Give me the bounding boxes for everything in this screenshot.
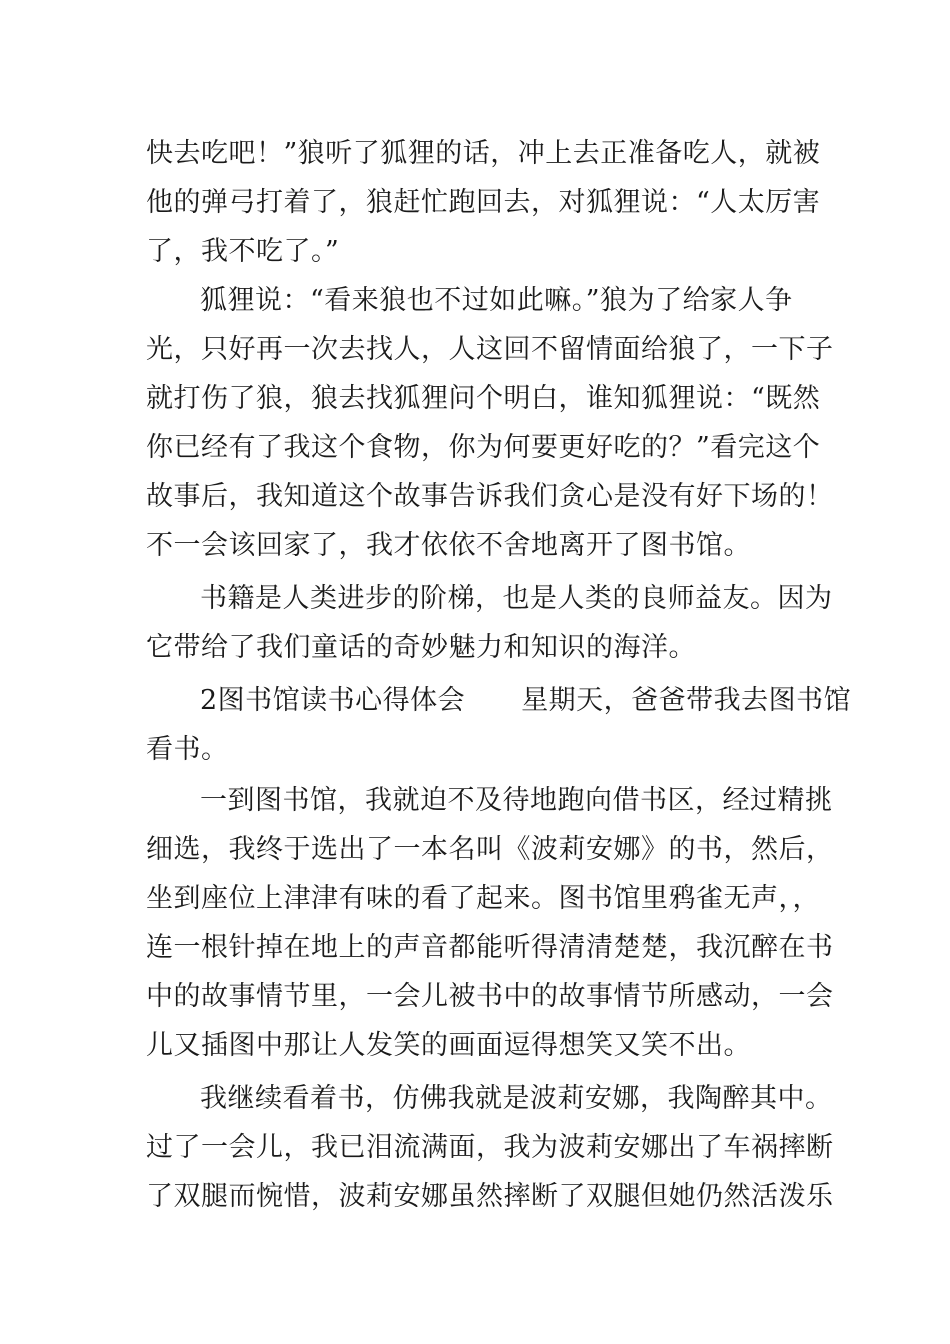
text-line: 中的故事情节里，一会儿被书中的故事情节所感动，一会 — [146, 981, 834, 1012]
text-line: 细选，我终于选出了一本名叫《波莉安娜》的书，然后， — [146, 834, 834, 865]
text-line: 他的弹弓打着了，狼赶忙跑回去，对狐狸说：“人太厉害 — [146, 187, 821, 218]
paragraph-first-line: 书籍是人类进步的阶梯，也是人类的良师益友。因为 — [200, 583, 833, 614]
text-line: 光，只好再一次去找人，人这回不留情面给狼了，一下子 — [146, 334, 834, 365]
text-line: 坐到座位上津津有味的看了起来。图书馆里鸦雀无声，， — [146, 883, 820, 914]
section-heading-line — [200, 679, 852, 723]
paragraph-first-line: 我继续看着书，仿佛我就是波莉安娜，我陶醉其中。 — [200, 1083, 833, 1114]
text-line: 了双腿而惋惜，波莉安娜虽然摔断了双腿但她仍然活泼乐 — [146, 1181, 834, 1212]
text-line: 看书。 — [146, 734, 229, 765]
text-line: 连一根针掉在地上的声音都能听得清清楚楚，我沉醉在书 — [146, 932, 834, 963]
section-heading: 2图书馆读书心得体会 — [200, 685, 466, 716]
text-line: 过了一会儿，我已泪流满面，我为波莉安娜出了车祸摔断 — [146, 1132, 834, 1163]
paragraph-first-line: 狐狸说：“看来狼也不过如此嘛。”狼为了给家人争 — [200, 285, 793, 316]
text-line: 了，我不吃了。” — [146, 236, 340, 267]
text-line: 就打伤了狼，狼去找狐狸问个明白，谁知狐狸说：“既然 — [146, 383, 821, 414]
text-line: 快去吃吧！”狼听了狐狸的话，冲上去正准备吃人，就被 — [146, 138, 821, 169]
text-line: 故事后，我知道这个故事告诉我们贪心是没有好下场的！ — [146, 481, 834, 512]
text-line: 它带给了我们童话的奇妙魅力和知识的海洋。 — [146, 632, 696, 663]
section-heading-continuation: 星期天，爸爸带我去图书馆 — [521, 685, 852, 716]
text-line: 你已经有了我这个食物，你为何要更好吃的？”看完这个 — [146, 432, 821, 463]
text-line: 不一会该回家了，我才依依不舍地离开了图书馆。 — [146, 530, 751, 561]
paragraph-first-line: 一到图书馆，我就迫不及待地跑向借书区，经过精挑 — [200, 785, 833, 816]
text-line: 儿又插图中那让人发笑的画面逗得想笑又笑不出。 — [146, 1030, 751, 1061]
